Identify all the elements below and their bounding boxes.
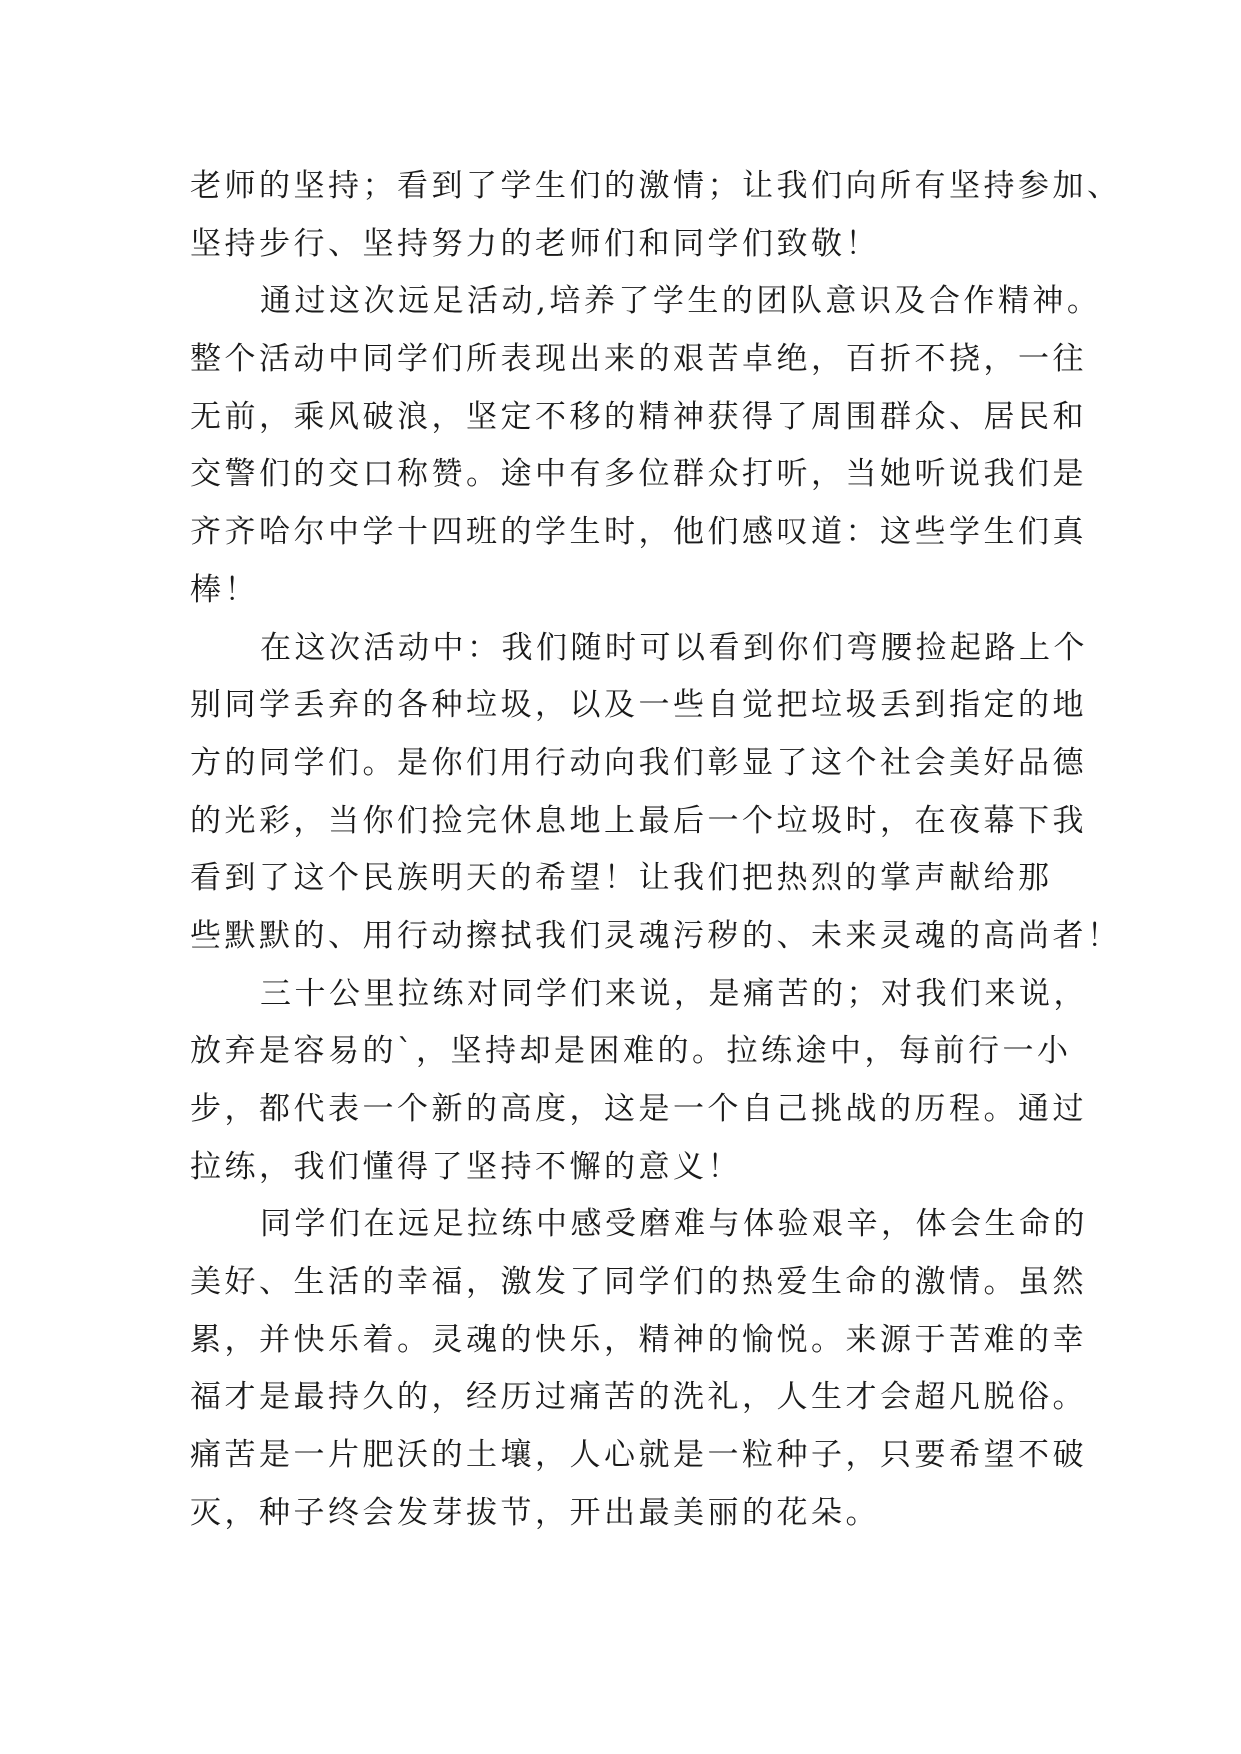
text-line: 福才是最持久的，经历过痛苦的洗礼，人生才会超凡脱俗。 xyxy=(190,1379,1087,1416)
text-line: 美好、生活的幸福，激发了同学们的热爱生命的激情。虽然 xyxy=(190,1264,1087,1301)
text-line: 灭，种子终会发芽拔节，开出最美丽的花朵。 xyxy=(190,1494,880,1531)
text-line: 步，都代表一个新的高度，这是一个自己挑战的历程。通过 xyxy=(190,1091,1087,1127)
body-text xyxy=(190,158,1122,1543)
text-line: 拉练，我们懂得了坚持不懈的意义！ xyxy=(190,1148,742,1185)
text-line: 三十公里拉练对同学们来说，是痛苦的；对我们来说， xyxy=(260,975,1088,1012)
text-line: 痛苦是一片肥沃的土壤，人心就是一粒种子，只要希望不破 xyxy=(190,1437,1087,1474)
text-line: 交警们的交口称赞。途中有多位群众打听，当她听说我们是 xyxy=(190,456,1087,493)
text-line: 的光彩，当你们捡完休息地上最后一个垃圾时，在夜幕下我 xyxy=(190,802,1087,839)
text-line: 整个活动中同学们所表现出来的艰苦卓绝，百折不挠，一往 xyxy=(190,341,1087,378)
text-line: 累，并快乐着。灵魂的快乐，精神的愉悦。来源于苦难的幸 xyxy=(190,1321,1087,1358)
text-line: 些默默的、用行动擦拭我们灵魂污秽的、未来灵魂的高尚者！ xyxy=(190,917,1122,954)
text-line: 同学们在远足拉练中感受磨难与体验艰辛，体会生命的 xyxy=(260,1206,1088,1243)
text-line: 放弃是容易的`，坚持却是困难的。拉练途中，每前行一小 xyxy=(190,1033,1072,1070)
text-line: 无前，乘风破浪，坚定不移的精神获得了周围群众、居民和 xyxy=(190,398,1087,435)
text-line: 方的同学们。是你们用行动向我们彰显了这个社会美好品德 xyxy=(190,744,1087,781)
text-line: 别同学丢弃的各种垃圾，以及一些自觉把垃圾丢到指定的地 xyxy=(190,687,1087,724)
text-line: 看到了这个民族明天的希望！让我们把热烈的掌声献给那 xyxy=(190,860,1053,897)
text-line: 棒！ xyxy=(190,571,259,608)
text-line: 老师的坚持；看到了学生们的激情；让我们向所有坚持参加、 xyxy=(190,168,1122,204)
text-line: 坚持步行、坚持努力的老师们和同学们致敬！ xyxy=(190,225,880,262)
text-line: 齐齐哈尔中学十四班的学生时，他们感叹道：这些学生们真 xyxy=(190,514,1087,551)
text-line: 通过这次远足活动,培养了学生的团队意识及合作精神。 xyxy=(260,283,1102,320)
text-line: 在这次活动中：我们随时可以看到你们弯腰捡起路上个 xyxy=(260,629,1088,666)
